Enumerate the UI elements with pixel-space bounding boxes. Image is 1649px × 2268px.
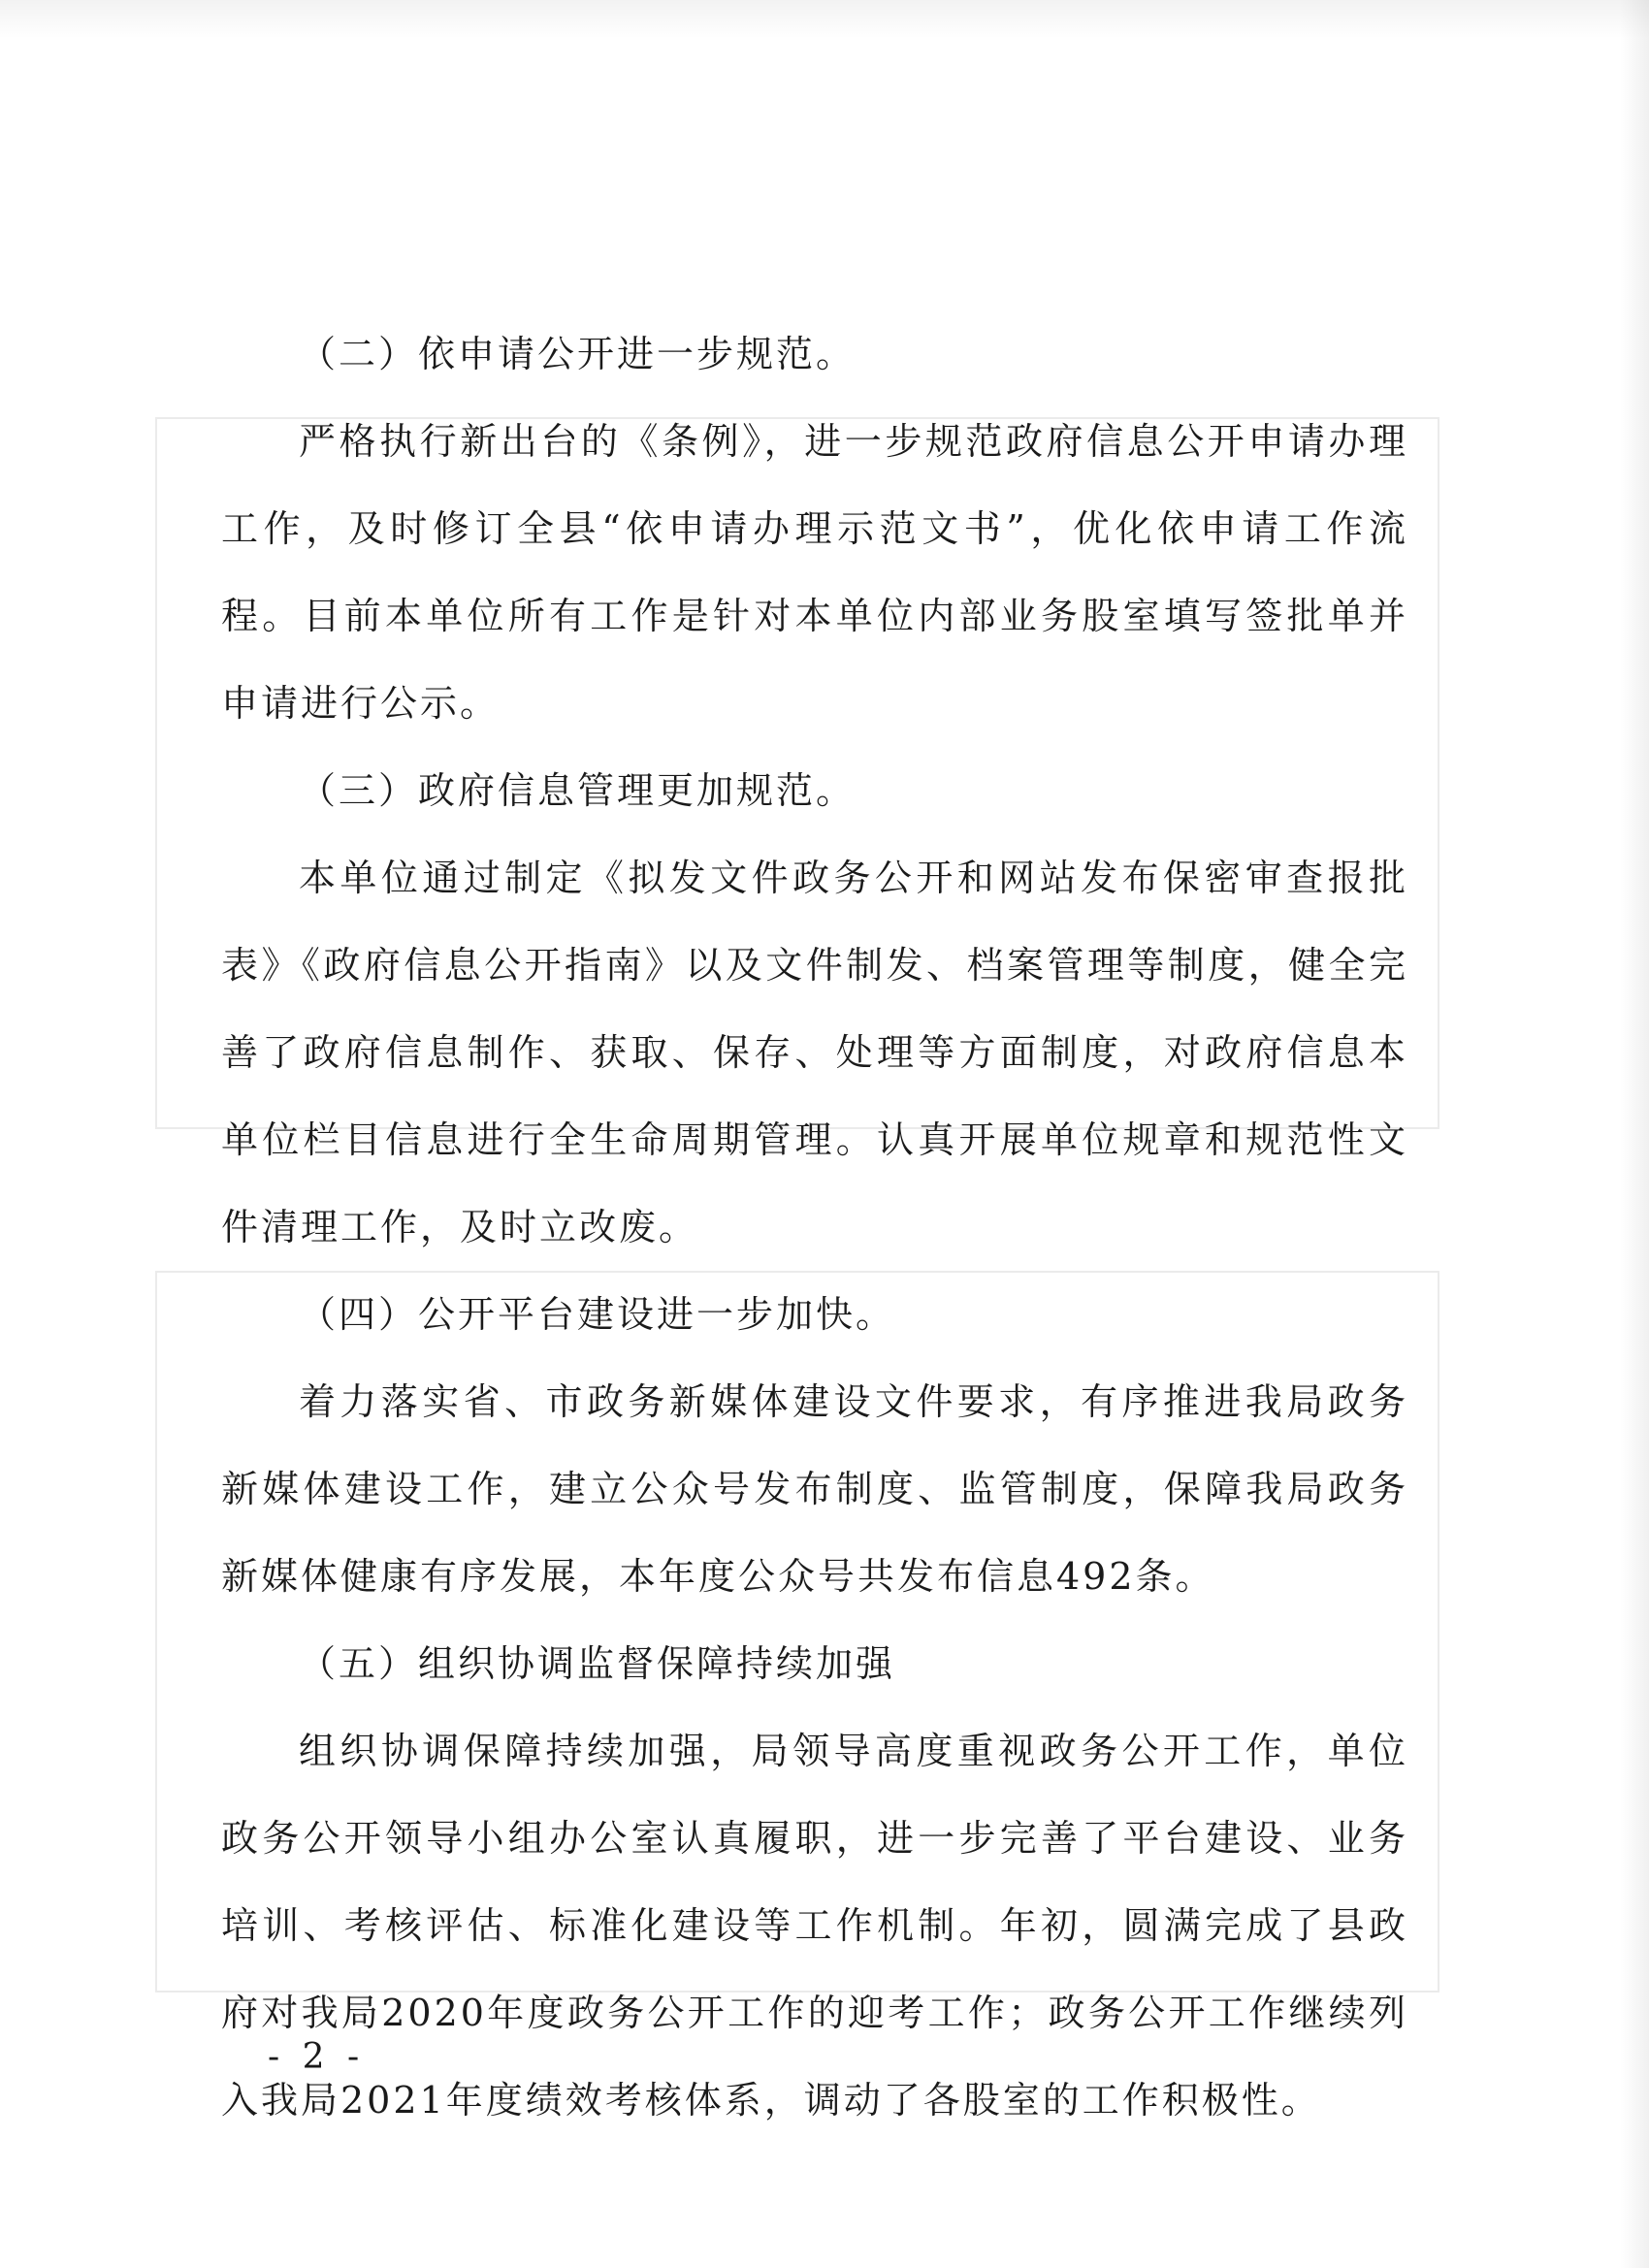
scan-shadow-top — [0, 0, 1649, 39]
section-paragraph-3: 本单位通过制定《拟发文件政务公开和网站发布保密审查报批表》《政府信息公开指南》以及文件制发、档案管理等制度，健全完善了政府信息制作、获取、保存、处理等方面制度，对政府信息本单位栏目信息进行全生命周期管理。认真开展单位规章和规范性文件清理工作，及时立改废。 — [221, 857, 1408, 1248]
section-heading-2: （二）依申请公开进一步规范。 — [299, 333, 857, 375]
section-heading-4: （四）公开平台建设进一步加快。 — [299, 1293, 896, 1336]
document-body — [221, 310, 1408, 2144]
page-number: - 2 - — [268, 2037, 366, 2077]
section-paragraph-4: 着力落实省、市政务新媒体建设文件要求，有序推进我局政务新媒体建设工作，建立公众号发布制度、监管制度，保障我局政务新媒体健康有序发展，本年度公众号共发布信息492条。 — [221, 1380, 1408, 1598]
section-paragraph-5: 组织协调保障持续加强，局领导高度重视政务公开工作，单位政务公开领导小组办公室认真履职，进一步完善了平台建设、业务培训、考核评估、标准化建设等工作机制。年初，圆满完成了县政府对我局2020年度政务公开工作的迎考工作；政务公开工作继续列入我局2021年度绩效考核体系，调动了各股室的工作积极性。 — [221, 1730, 1408, 2122]
section-heading-5: （五）组织协调监督保障持续加强 — [299, 1642, 896, 1685]
section-paragraph-2: 严格执行新出台的《条例》，进一步规范政府信息公开申请办理工作，及时修订全县“依申请办理示范文书”，优化依申请工作流程。目前本单位所有工作是针对本单位内部业务股室填写签批单并申请进行公示。 — [221, 420, 1408, 725]
section-heading-3: （三）政府信息管理更加规范。 — [299, 769, 857, 812]
scan-shadow-right — [1620, 0, 1649, 2268]
